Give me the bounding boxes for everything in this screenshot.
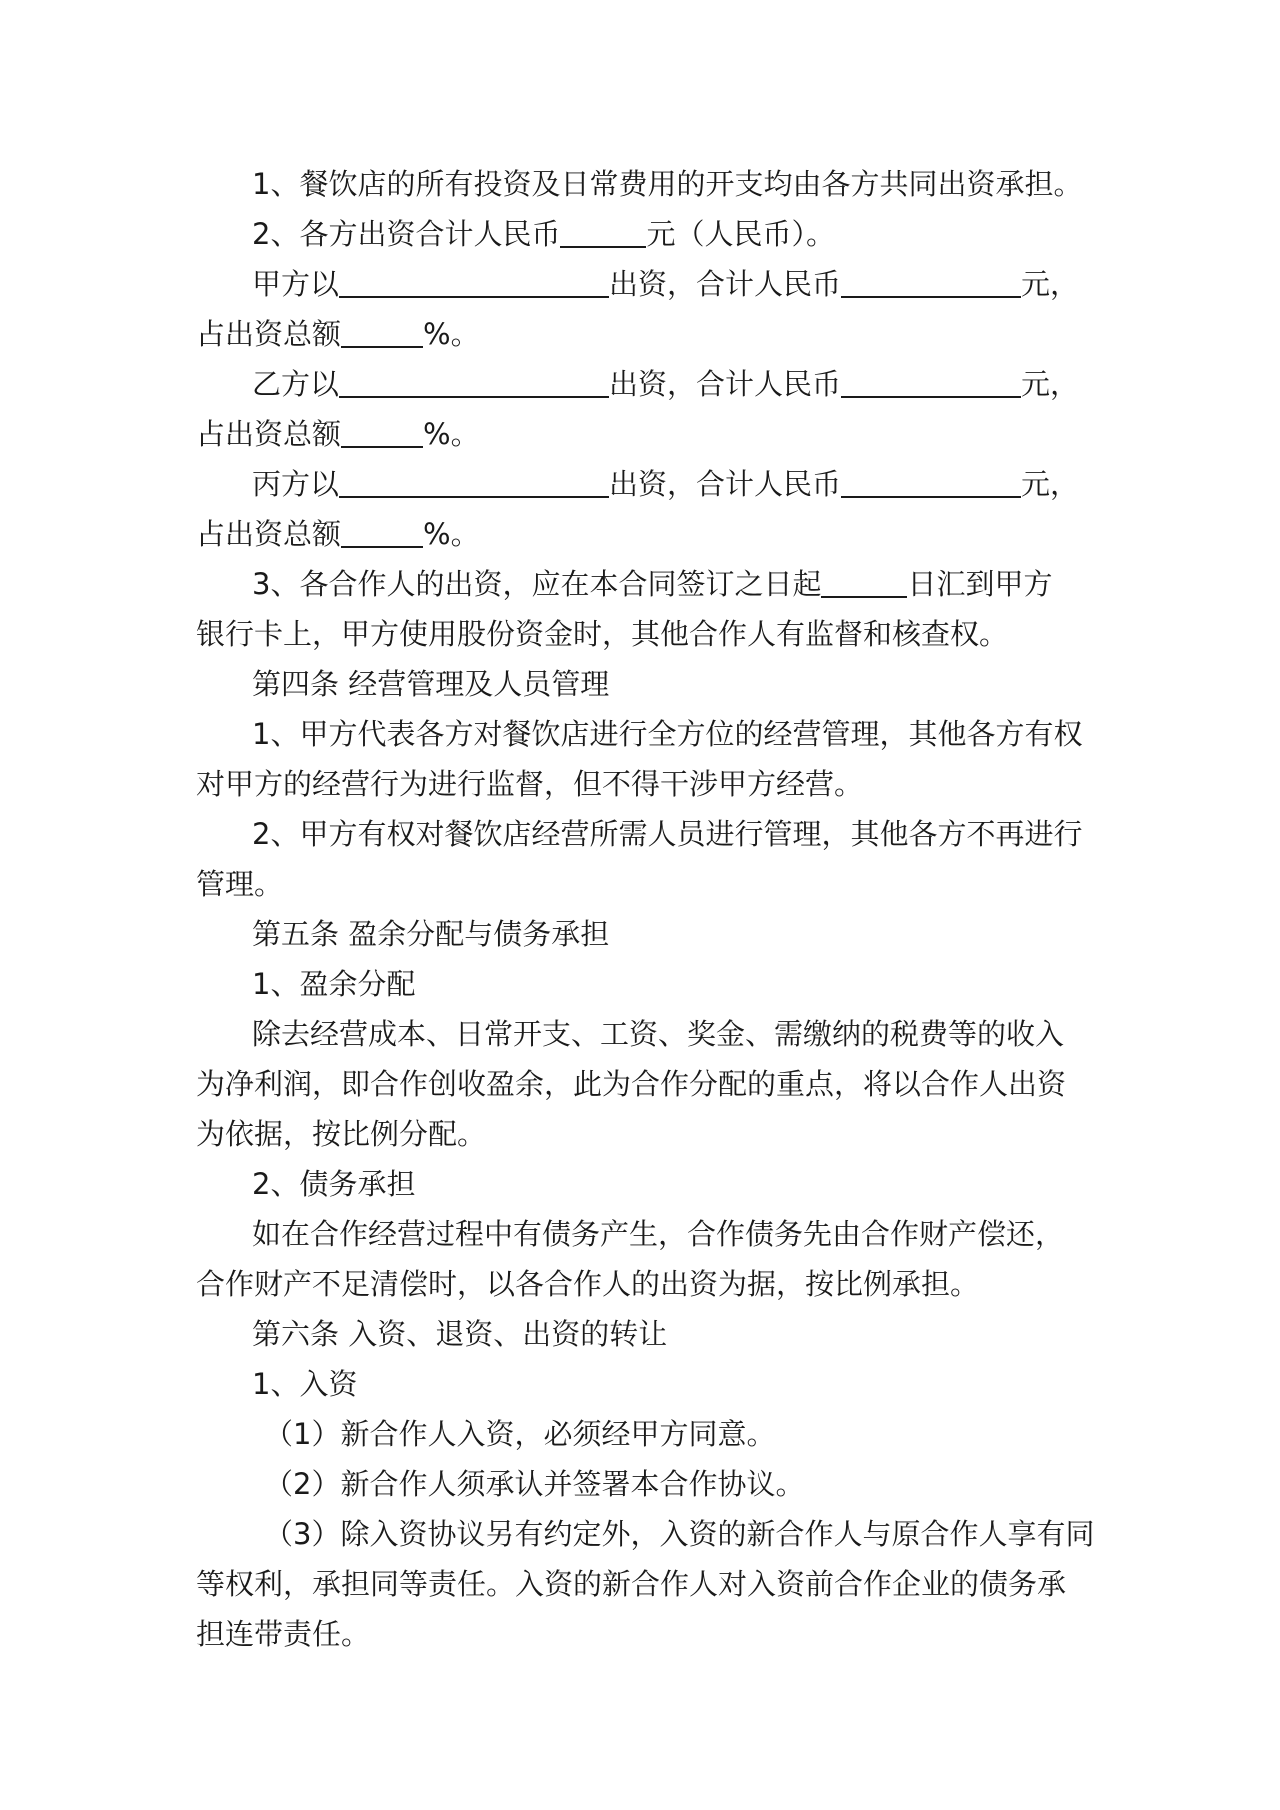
article-4-item-1: 1、甲方代表各方对餐饮店进行全方位的经营管理，其他各方有权 <box>252 717 1083 751</box>
share-prefix: 占出资总额 <box>196 317 342 351</box>
article-5-section-2-text: 如在合作经营过程中有债务产生，合作债务先由合作财产偿还， <box>252 1217 1065 1251</box>
paragraph-3 <box>196 559 1096 609</box>
article-5-section-1-text-cont: 为依据，按比例分配。 <box>196 1117 487 1151</box>
share-prefix: 占出资总额 <box>196 517 342 551</box>
deadline-suffix: 日汇到甲方 <box>907 567 1053 601</box>
total-capital-label: 2、各方出资合计人民币 <box>252 217 561 251</box>
article-4-item-1-cont: 对甲方的经营行为进行监督，但不得干涉甲方经营。 <box>196 767 864 801</box>
article-4-item-2: 2、甲方有权对餐饮店经营所需人员进行管理，其他各方不再进行 <box>252 817 1083 851</box>
paragraph-3-cont: 银行卡上，甲方使用股份资金时，其他合作人有监督和核查权。 <box>196 617 1009 651</box>
article-4-item-2-cont: 管理。 <box>196 867 284 901</box>
contribute-text: 出资，合计人民币 <box>609 467 842 501</box>
total-capital-unit: 元（人民币）。 <box>646 217 835 251</box>
party-c-label: 丙方以 <box>252 467 340 501</box>
contribute-text: 出资，合计人民币 <box>609 367 842 401</box>
party-a-share-blank[interactable] <box>341 312 423 348</box>
paragraph-2 <box>196 209 1096 259</box>
party-b-contribution-blank[interactable] <box>339 362 609 398</box>
party-a-contribution <box>196 259 1096 309</box>
document-page <box>196 159 1096 1659</box>
contribute-text: 出资，合计人民币 <box>609 267 842 301</box>
party-c-contribution-blank[interactable] <box>339 462 609 498</box>
yuan-label: 元， <box>1021 367 1080 401</box>
yuan-label: 元， <box>1021 267 1080 301</box>
share-suffix: %。 <box>423 317 480 351</box>
total-capital-blank[interactable] <box>560 212 646 248</box>
party-b-contribution <box>196 359 1096 409</box>
article-6-item-3-cont: 担连带责任。 <box>196 1617 371 1651</box>
share-suffix: %。 <box>423 517 480 551</box>
party-c-share <box>196 509 1096 559</box>
share-prefix: 占出资总额 <box>196 417 342 451</box>
party-a-amount-blank[interactable] <box>841 262 1021 298</box>
article-5-section-1-text: 除去经营成本、日常开支、工资、奖金、需缴纳的税费等的收入 <box>252 1017 1065 1051</box>
article-5-section-1: 1、盈余分配 <box>252 967 416 1001</box>
party-c-contribution <box>196 459 1096 509</box>
party-b-amount-blank[interactable] <box>841 362 1021 398</box>
party-c-amount-blank[interactable] <box>841 462 1021 498</box>
party-b-label: 乙方以 <box>252 367 340 401</box>
paragraph-1: 1、餐饮店的所有投资及日常费用的开支均由各方共同出资承担。 <box>252 167 1083 201</box>
article-6-section-1: 1、入资 <box>252 1367 358 1401</box>
party-a-share <box>196 309 1096 359</box>
party-c-share-blank[interactable] <box>341 512 423 548</box>
article-6-item-1: （1）新合作人入资，必须经甲方同意。 <box>264 1417 776 1451</box>
article-6-item-2: （2）新合作人须承认并签署本合作协议。 <box>264 1467 805 1501</box>
article-5-section-2-text-cont: 合作财产不足清偿时，以各合作人的出资为据，按比例承担。 <box>196 1267 980 1301</box>
article-6-item-3: （3）除入资协议另有约定外，入资的新合作人与原合作人享有同 <box>264 1517 1095 1551</box>
article-5-section-2: 2、债务承担 <box>252 1167 416 1201</box>
party-b-share <box>196 409 1096 459</box>
article-6-item-3-cont: 等权利，承担同等责任。入资的新合作人对入资前合作企业的债务承 <box>196 1567 1067 1601</box>
article-5-title: 第五条 盈余分配与债务承担 <box>252 917 610 951</box>
party-b-share-blank[interactable] <box>341 412 423 448</box>
article-6-title: 第六条 入资、退资、出资的转让 <box>252 1317 668 1351</box>
party-a-contribution-blank[interactable] <box>339 262 609 298</box>
party-a-label: 甲方以 <box>252 267 340 301</box>
yuan-label: 元， <box>1021 467 1080 501</box>
article-4-title: 第四条 经营管理及人员管理 <box>252 667 610 701</box>
deadline-days-blank[interactable] <box>821 562 907 598</box>
deadline-text: 3、各合作人的出资，应在本合同签订之日起 <box>252 567 822 601</box>
article-5-section-1-text-cont: 为净利润，即合作创收盈余，此为合作分配的重点，将以合作人出资 <box>196 1067 1067 1101</box>
share-suffix: %。 <box>423 417 480 451</box>
